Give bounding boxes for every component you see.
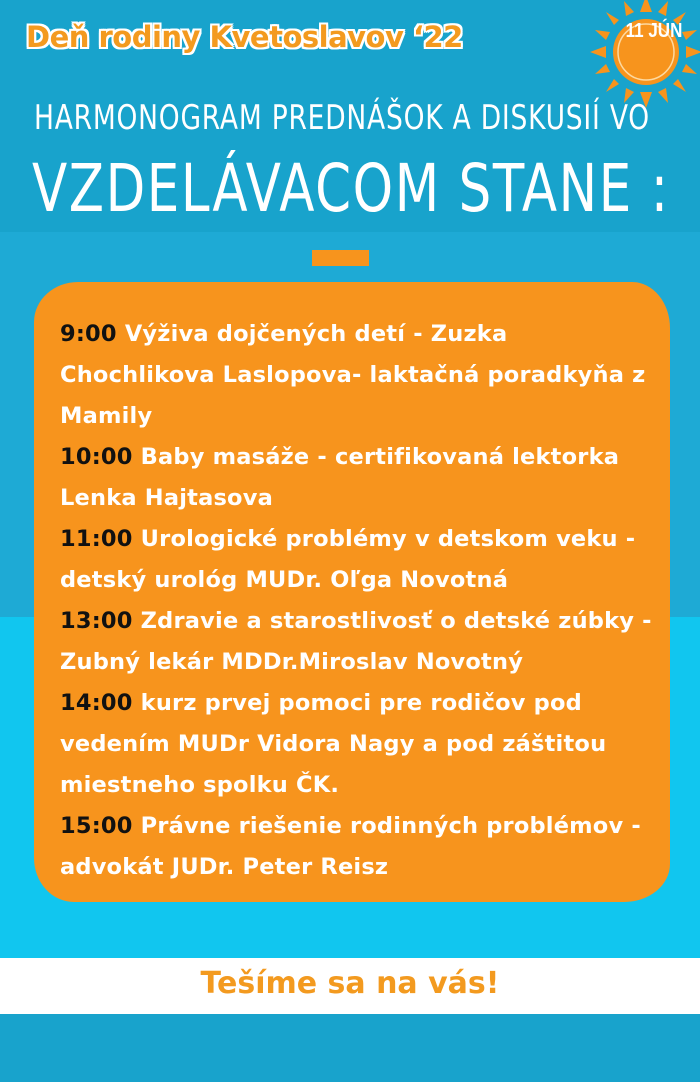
schedule-text: Urologické problémy v detskom veku - detský urológ MUDr. Oľga Novotná	[60, 526, 636, 593]
schedule-item	[60, 601, 660, 683]
bottom-band	[0, 1014, 700, 1082]
schedule-item	[60, 683, 660, 806]
date-badge: 11 JÚN	[625, 20, 683, 42]
footer-text: Tešíme sa na vás!	[200, 966, 500, 1001]
schedule-item	[60, 519, 660, 601]
heading-line-2: VZDELÁVACOM STANE :	[32, 150, 670, 227]
schedule-time: 15:00	[60, 813, 133, 839]
schedule-time: 10:00	[60, 444, 133, 470]
schedule-time: 14:00	[60, 690, 133, 716]
schedule-item	[60, 314, 660, 437]
schedule-item	[60, 806, 660, 888]
schedule-time: 9:00	[60, 321, 117, 347]
schedule-text: kurz prvej pomoci pre rodičov pod vedením MUDr Vidora Nagy a pod záštitou miestneho spolku ČK.	[60, 690, 607, 798]
schedule-time: 13:00	[60, 608, 133, 634]
schedule-text: Výživa dojčených detí - Zuzka Chochlikova Laslopova- laktačná poradkyňa z Mamily	[60, 321, 646, 429]
heading-line-1: HARMONOGRAM PREDNÁŠOK A DISKUSIÍ VO	[34, 98, 650, 138]
event-title: Deň rodiny Kvetoslavov ‘22	[26, 20, 463, 54]
schedule-time: 11:00	[60, 526, 133, 552]
sun-icon	[586, 0, 700, 112]
schedule-list	[60, 314, 660, 888]
schedule-text: Zdravie a starostlivosť o detské zúbky - Zubný lekár MDDr.Miroslav Novotný	[60, 608, 652, 675]
schedule-item	[60, 437, 660, 519]
tab-accent	[312, 250, 369, 266]
schedule-text: Baby masáže - certifikovaná lektorka Lenka Hajtasova	[60, 444, 620, 511]
schedule-text: Právne riešenie rodinných problémov - advokát JUDr. Peter Reisz	[60, 813, 641, 880]
